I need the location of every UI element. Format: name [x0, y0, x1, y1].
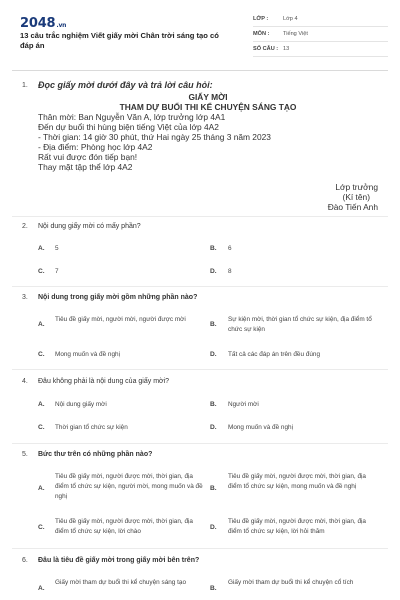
question-number: 2.	[22, 223, 28, 230]
option-letter[interactable]: B.	[210, 401, 217, 408]
option-letter[interactable]: B.	[210, 321, 217, 328]
option-letter[interactable]: D.	[210, 424, 217, 431]
passage-line: - Địa điểm: Phòng học lớp 4A2	[38, 142, 153, 152]
meta-row-class	[253, 12, 388, 27]
option-text[interactable]: Giấy mời tham dự buổi thi kể chuyện sáng tạo	[55, 579, 187, 586]
meta-value: Lớp 4	[283, 16, 298, 22]
option-text[interactable]: 5	[55, 245, 59, 252]
option-text[interactable]: Mong muốn và đề nghị	[55, 351, 121, 358]
header-divider	[12, 70, 388, 71]
passage-line: Thân mời: Ban Nguyễn Văn A, lớp trưởng lớp 4A1	[38, 112, 226, 122]
question-separator	[12, 369, 388, 370]
option-text[interactable]: Tiêu đề giấy mời, người được mời, thời gian, địa điểm tổ chức sự kiện, lời hỏi thăm	[228, 518, 366, 535]
option-letter[interactable]: B.	[210, 585, 217, 592]
option-text[interactable]: Tất cả các đáp án trên đều đúng	[228, 351, 321, 358]
question-number: 1.	[22, 82, 28, 89]
option-text[interactable]: Thời gian tổ chức sự kiện	[55, 424, 128, 431]
passage-line: Đến dự buổi thi hùng biện tiếng Việt của lớp 4A2	[38, 122, 219, 132]
question-separator	[12, 548, 388, 549]
meta-key: LỚP :	[253, 16, 269, 22]
option-letter[interactable]: A.	[38, 585, 45, 592]
option-letter[interactable]: B.	[210, 485, 217, 492]
document-title: 13 câu trắc nghiệm Viết giấy mời Chân trời sáng tạo có đáp án	[20, 31, 219, 50]
question-text: Bức thư trên có những phần nào?	[38, 451, 153, 458]
question-text: Đọc giấy mời dưới đây và trả lời câu hỏi:	[38, 80, 213, 90]
site-logo[interactable]	[20, 16, 66, 31]
document-meta	[253, 12, 388, 57]
meta-row-subject	[253, 27, 388, 42]
option-text[interactable]: Tiêu đề giấy mời, người được mời, thời gian, địa điểm tổ chức sự kiện, mong muốn và đề nghị	[228, 473, 366, 490]
passage-line: Thay mặt tập thể lớp 4A2	[38, 162, 133, 172]
passage-title: GIẤY MỜI	[188, 92, 228, 102]
option-letter[interactable]: D.	[210, 524, 217, 531]
passage-line: Rất vui được đón tiếp bạn!	[38, 152, 138, 162]
option-text[interactable]: 7	[55, 268, 59, 275]
option-letter[interactable]: A.	[38, 485, 45, 492]
option-text[interactable]: Tiêu đề giấy mời, người được mời, thời gian, địa điểm tổ chức sự kiện, người mời, mong muốn và đề nghị	[55, 473, 203, 500]
invitation-passage	[38, 92, 378, 212]
question-separator	[12, 216, 388, 217]
question-text: Đâu không phải là nội dung của giấy mời?	[38, 378, 170, 385]
meta-value: Tiếng Việt	[283, 31, 308, 37]
option-text[interactable]: Mong muốn và đề nghị	[228, 424, 294, 431]
option-text[interactable]: 6	[228, 245, 232, 252]
option-letter[interactable]: C.	[38, 268, 45, 275]
question-text: Nội dung trong giấy mời gồm những phần nào?	[38, 294, 198, 301]
question-number: 3.	[22, 294, 28, 301]
question-number: 4.	[22, 378, 28, 385]
meta-row-count	[253, 42, 388, 57]
option-letter[interactable]: C.	[38, 424, 45, 431]
option-letter[interactable]: C.	[38, 351, 45, 358]
passage-subtitle: THAM DỰ BUỔI THI KỂ CHUYỆN SÁNG TẠO	[119, 102, 297, 112]
option-letter[interactable]: D.	[210, 351, 217, 358]
logo-text: 2048	[20, 16, 56, 31]
passage-sign-note: (Kí tên)	[342, 192, 370, 202]
option-text[interactable]: Tiêu đề giấy mời, người được mời, thời gian, địa điểm tổ chức sự kiện, lời chào	[55, 518, 193, 535]
meta-key: SỐ CÂU :	[253, 46, 279, 52]
option-letter[interactable]: A.	[38, 321, 45, 328]
option-text[interactable]: Nội dung giấy mời	[55, 401, 107, 408]
option-letter[interactable]: A.	[38, 245, 45, 252]
question-text: Nội dung giấy mời có mấy phần?	[38, 223, 141, 230]
question-number: 6.	[22, 557, 28, 564]
option-text[interactable]: 8	[228, 268, 232, 275]
option-letter[interactable]: D.	[210, 268, 217, 275]
option-letter[interactable]: C.	[38, 524, 45, 531]
page-header	[0, 0, 400, 64]
option-text[interactable]: Tiêu đề giấy mời, người mời, người được mời	[55, 316, 186, 323]
option-text[interactable]: Sự kiện mời, thời gian tổ chức sự kiện, địa điểm tổ chức sự kiện	[228, 316, 372, 333]
logo-suffix: .vn	[56, 22, 67, 29]
passage-line: - Thời gian: 14 giờ 30 phút, thứ Hai ngày 25 tháng 3 năm 2023	[38, 132, 271, 142]
passage-sign-name: Đào Tiến Anh	[327, 202, 378, 212]
meta-key: MÔN :	[253, 31, 270, 37]
option-letter[interactable]: B.	[210, 245, 217, 252]
question-text: Đâu là tiêu đề giấy mời trong giấy mời bên trên?	[38, 557, 200, 564]
meta-value: 13	[283, 46, 290, 52]
passage-sign-role: Lớp trưởng	[335, 182, 378, 192]
question-separator	[12, 286, 388, 287]
option-text[interactable]: Giấy mời tham dự buổi thi kể chuyện cổ tích	[228, 579, 354, 586]
option-text[interactable]: Người mời	[228, 401, 259, 408]
option-letter[interactable]: A.	[38, 401, 45, 408]
question-number: 5.	[22, 451, 28, 458]
question-separator	[12, 443, 388, 444]
